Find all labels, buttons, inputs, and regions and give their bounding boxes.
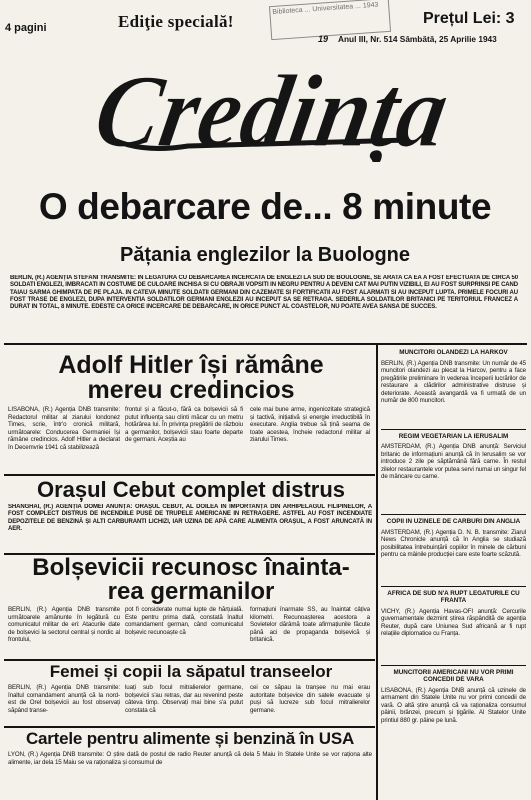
lead-subhead: Pățania englezilor la Buologne: [119, 244, 411, 266]
issue-number: 19: [318, 34, 329, 44]
sidebar: [381, 347, 526, 800]
femei-col-1: BERLIN, (R.) Agenția DNB transmite: înaltul comandament anunță că la nord-est de Orel bolșevicii au fost observați săpând transe-: [8, 684, 120, 714]
femei-col-3: cei ce săpau la tranșee nu mai erau autoritate bolșevice din satele evacuate și puși să lucreze sub focul mitralierelor germane.: [250, 684, 370, 714]
sidebar-divider: [381, 665, 526, 666]
masthead-title: Credința: [86, 54, 458, 162]
sidebar-divider: [381, 514, 526, 515]
sidebar-story-title: MUNCITORI OLANDEZI LA HARKOV: [399, 349, 508, 356]
sidebar-story-title: COPII IN UZINELE DE CARBURI DIN ANGLIA: [386, 518, 521, 525]
hitler-col-1: LISABONA, (R.) Agenția DNB transmite: Redactorul militar al ziarului londonez Times, scrie, într'o cronică militară, următoarele: Conducerea Germaniei își rămâne credincios. Adolf Hitler a declarat în Decemvrie 1941 că stabilizează: [8, 406, 120, 451]
femei-headline: Femei și copii la săpatul transeelor: [49, 662, 333, 681]
hitler-headline-2: mereu credincios: [87, 376, 295, 404]
divider: [4, 343, 527, 345]
sidebar-story: [381, 433, 526, 512]
sidebar-story-title: AFRICA DE SUD N'A RUPT LEGATURILE CU FRANTA: [387, 589, 520, 604]
sidebar-story-text: VICHY, (R.) Agenția Havas-OFI anunță: Cercurile guvernamentale dezmint știrea răspândită de agenția Reuter, după care Uniunea Sud africană ar fi rupt relațiile diplomatice cu Franța.: [381, 607, 526, 638]
masthead-logo: [78, 54, 458, 162]
sidebar-story: [381, 590, 526, 662]
cebut-headline: Orașul Cebut complet distrus: [36, 477, 346, 502]
hitler-col-3: cele mai bune arme, ingeniozitate strategică și tactivă, inițiativă și energie irreductibilă în executare. Anglia trebue să țină seama de toate acestea, încheie redactorul militar al ziarului Times.: [250, 406, 370, 444]
hitler-headline-1: Adolf Hitler își rămâne: [58, 351, 324, 379]
issue-label: [6, 6, 8, 15]
column-divider: [376, 345, 378, 800]
bolsevicii-col-3: formațiuni înarmate SS, au înaintat câțiva kilometri. Recunoașterea acestora a Sovietelor dărâmă toate afirmațiunile făcute până aci de propaganda bolșevică și britanică.: [250, 606, 370, 644]
divider: [4, 726, 375, 728]
library-stamp: Biblioteca ... Universitatea ... 1943: [269, 0, 391, 40]
bolsevicii-col-2: pot fi considerate numai lupte de hărțuială. Este pentru prima dată, constată înaltul comandament german, când comunicatul bolșevic recunoaște că: [125, 606, 243, 636]
sidebar-story: [381, 518, 526, 583]
edition-label: Ediţie specială!: [118, 12, 234, 31]
lead-headline: O debarcare de... 8 minute: [38, 186, 492, 227]
issue-info: Anul III, Nr. 514 Sâmbătă, 25 Aprilie 1943: [338, 34, 497, 44]
pages-count: 4 pagini: [5, 22, 47, 34]
cartele-text: LYON, (R.) Agenția DNB transmite: O știre dată de postul de radio Reuter anunță că dela 5 Maiu în Statele Unite se vor raționa alte alimente, iar dela 15 Maiu se va raționaliza și consumul de: [8, 751, 372, 766]
cebut-text: SHANGHAI, (R.) AGENȚIA DOMEI ANUNȚĂ: ORAȘUL CEBUT, AL DOILEA IN IMPORTANȚĂ DIN ARHIPELAGUL FILIPINELOR, A FOST COMPLECT DISTRUS DE INCENDIILE PUSE DE TRUPELE AMERICANE IN RETRAGERE. ASTFEL AU FOST INCENDIATE DEPOZITELE DE BENZINĂ ȘI ALTI CARBURANTI LICHIZI, IAR UZINA DE APĂ CARE ALIMENTA ORAȘUL, A FOST ARUNCATĂ IN AER.: [8, 504, 372, 533]
bolsevicii-headline-1: Bolșevicii recunosc înainta-: [32, 554, 350, 581]
sidebar-story: [381, 349, 526, 426]
sidebar-story-text: BERLIN, (R.) Agenția DNB transmite: Un număr de 45 muncitori olandezi au plecat la Harcov, pentru a face pregătirile preliminare în vederea începerii lucrărilor de restaurare a clădirilor administrative distruse și deteriorate. Această avangardă va fi urmată de un număr de 800 muncitori.: [381, 359, 526, 405]
sidebar-story-text: LISABONA, (R.) Agenția DNB anunță că uzinele de armament din Statele Unite nu vor primi concedii de vară. O altă știre anunță că va raționaliza consumul pâinii, brânzei, precum și țigările. Al Statelor Unite printiul 880 gr. pâine pe lună.: [381, 686, 526, 724]
bolsevicii-headline-2: rea germanilor: [107, 578, 275, 605]
bolsevicii-col-1: BERLIN, (R.) Agenția DNB transmite următoarele amănunte în legătură cu comunicatul militar de eri: Atacurile date de bolșevici la sectorul central și nordic al frontului,: [8, 606, 120, 644]
sidebar-divider: [381, 429, 526, 430]
sidebar-story-title: REGIM VEGETARIAN LA IERUSALIM: [398, 432, 509, 440]
divider: [4, 474, 375, 476]
femei-col-2: luați sub focul mitralierelor germane, bolșevicii s'au retras, dar au revenind peste câteva timp. Observați mai bine s'a putut constata că: [125, 684, 243, 714]
sidebar-story: [381, 669, 526, 749]
sidebar-story-text: AMSTERDAM, (R.) Agenția DNB anunță: Serviciul britanic de informațiuni anunță că în Ierusalim se vor introduce 2 zile pe săptămână fără carne. În restul zilelor restaurantele vor putea servi numai un singur fel de mâncare cu carne.: [381, 443, 526, 481]
sidebar-story-text: AMSTERDAM, (R.) Agenția D. N. B. transmite: Ziarul News Chronicle anunță că în Anglia se studiază posibilitatea întrebuințării copiilor în minele de cărbuni pentru ca mâinile producției care este foarte scăzută.: [381, 528, 526, 559]
hitler-col-2: frontul și a făcut-o, fără ca bolșevicii să fi putut influența sau clinti măcar cu un metru hotărârea lui. În privința pregătirii de războiu a germanilor, bolșevicii stau foarte departe de germani. Aceștia au: [125, 406, 243, 444]
sidebar-divider: [381, 586, 526, 587]
cartele-headline: Cartele pentru alimente și benzină în USA: [25, 729, 355, 748]
price-label: Prețul Lei: 3: [423, 10, 515, 27]
lead-text: BERLIN, (R.) AGENȚIA STEFANI TRANSMITE: IN LEGATURA CU DEBARCAREA INCERCATA DE ENGLEZI LA SUD DE BOULOGNE, SE ARATA CA EA A FOST EFECTUATA DE CIRCA 50 SOLDATI ENGLEZI, IMBRACATI IN COSTUME DE CULOARE INCHISA SI CU OBRAJII VOPSITI IN NEGRU PENTRU A DEVENI CAT MAI PUTIN VIZIBILI, EI AU FOST SURPRINSI PE CAND TAIAU SARMA GHIMPATA DE PE PLAJA. IN CATEVA MINUTE SOLDATII GERMANI DIN CAZEMATE SI FORTIFICATII AU FOST ALARMATI SI AU INCEPUT LUPTA. PRIMELE FOCURI AU FOST TRASE DE ENGLEZI, DUPA INTERVENTIA SOLDATILOR GERMANI ENGLEZII AU INCEPUT SA SE RETRAGA. SEDERILA SOLDATILOR BRITANICI PE TERITORIUL FRANCEZ A DURAT IN TOTAL, 8 MINUTE. EDESTE CA ORICE INCERCARE DE DEBARCARE, IN ORICE PUNCT AL COASTELOR, NU POATE AVEA SANSA DE SUCCES.: [10, 275, 518, 311]
sidebar-story-title: MUNCITORII AMERICANI NU VOR PRIMI CONCEDII DE VARA: [393, 668, 514, 683]
divider: [4, 659, 375, 661]
